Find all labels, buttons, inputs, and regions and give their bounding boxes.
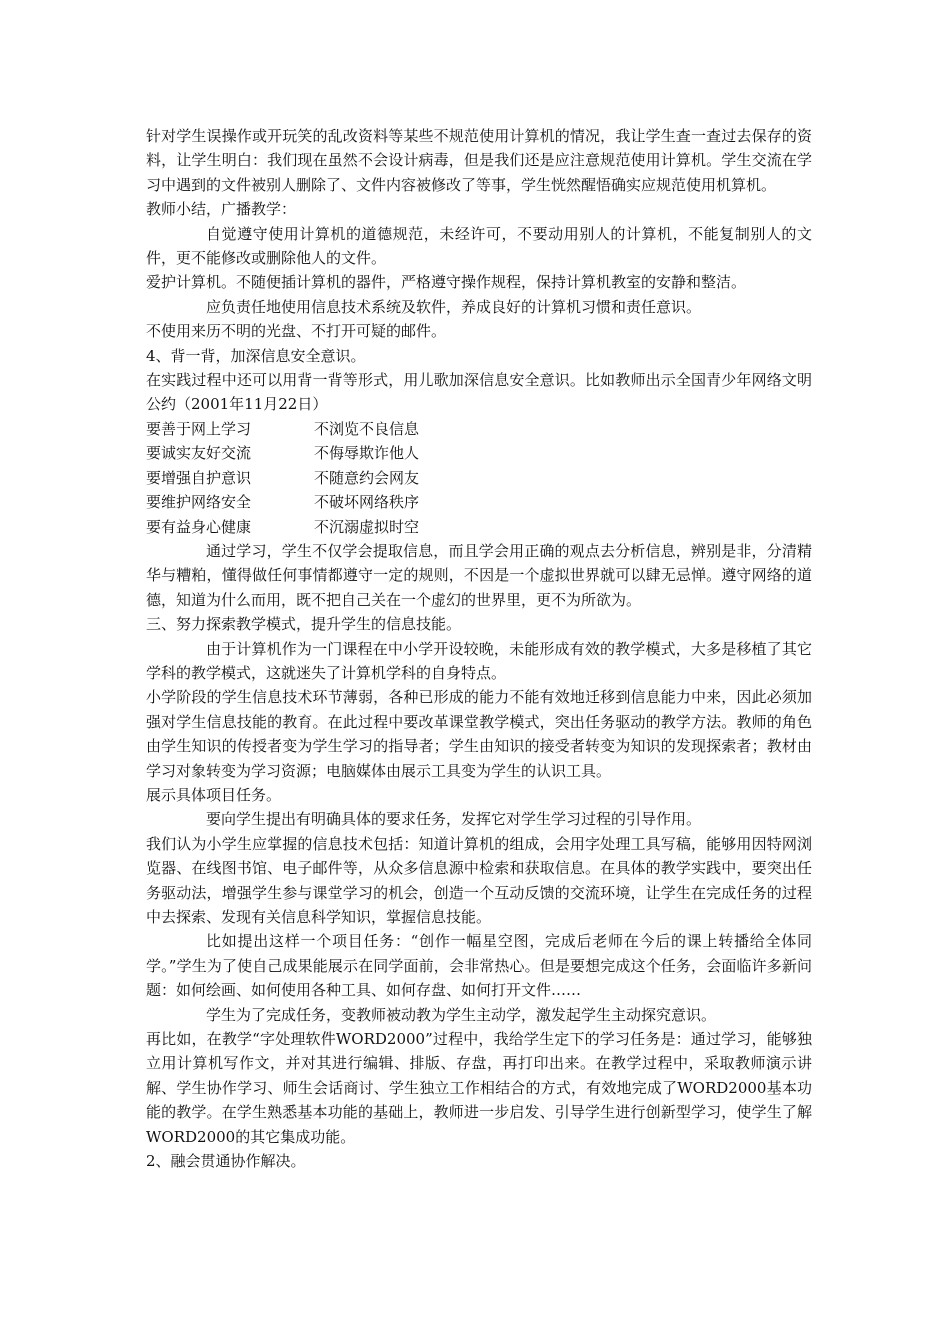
paragraph: 不使用来历不明的光盘、不打开可疑的邮件。 xyxy=(146,322,447,341)
paragraph: 比如提出这样一个项目任务：“创作一幅星空图，完成后老师在今后的课上转播给全体同学。”学生为了使自己成果能展示在同学面前，会非常热心。但是要想完成这个任务，会面临许多新问题：如何绘画、如何使用各种工具、如何存盘、如何打开文件…… xyxy=(146,932,812,1000)
paragraph: 爱护计算机。不随便插计算机的器件，严格遵守操作规程，保持计算机教室的安静和整洁。 xyxy=(146,273,747,292)
section-heading: 2、融会贯通协作解决。 xyxy=(146,1152,306,1171)
section-heading: 4、背一背，加深信息安全意识。 xyxy=(146,346,366,365)
convention-right: 不沉溺虚拟时空 xyxy=(314,517,420,536)
convention-row xyxy=(146,515,812,539)
convention-right: 不破坏网络秩序 xyxy=(314,493,420,512)
section-heading: 三、努力探索教学模式，提升学生的信息技能。 xyxy=(146,615,462,634)
convention-left: 要维护网络安全 xyxy=(146,493,252,512)
paragraph: 展示具体项目任务。 xyxy=(146,785,282,804)
convention-list xyxy=(146,417,812,539)
paragraph: 通过学习，学生不仅学会提取信息，而且学会用正确的观点去分析信息，辨别是非，分清精华与糟粕，懂得做任何事情都遵守一定的规则，不因是一个虚拟世界就可以肆无忌惮。遵守网络的道德，知道为什么而用，既不把自己关在一个虚幻的世界里，更不为所欲为。 xyxy=(146,541,812,609)
paragraph: 我们认为小学生应掌握的信息技术包括：知道计算机的组成，会用字处理工具写稿，能够用因特网浏览器、在线图书馆、电子邮件等，从众多信息源中检索和获取信息。在具体的教学实践中，要突出任务驱动法，增强学生参与课堂学习的机会，创造一个互动反馈的交流环境，让学生在完成任务的过程中去探索、发现有关信息科学知识，掌握信息技能。 xyxy=(146,834,812,926)
paragraph: 再比如，在教学“字处理软件WORD2000”过程中，我给学生定下的学习任务是：通过学习，能够独立用计算机写作文，并对其进行编辑、排版、存盘，再打印出来。在教学过程中，采取教师演示讲解、学生协作学习、师生会话商讨、学生独立工作相结合的方式，有效地完成了WORD2000基本功能的教学。在学生熟悉基本功能的基础上，教师进一步启发、引导学生进行创新型学习，使学生了解WORD2000的其它集成功能。 xyxy=(146,1030,812,1146)
convention-right: 不随意约会网友 xyxy=(314,468,420,487)
document-body xyxy=(146,124,812,1173)
convention-left: 要增强自护意识 xyxy=(146,468,252,487)
paragraph: 要向学生提出有明确具体的要求任务，发挥它对学生学习过程的引导作用。 xyxy=(206,810,702,829)
convention-row xyxy=(146,417,812,441)
convention-left: 要有益身心健康 xyxy=(146,517,252,536)
paragraph: 在实践过程中还可以用背一背等形式，用儿歌加深信息安全意识。比如教师出示全国青少年网络文明公约（2001年11月22日） xyxy=(146,371,812,414)
paragraph: 小学阶段的学生信息技术环节薄弱，各种已形成的能力不能有效地迁移到信息能力中来，因此必须加强对学生信息技能的教育。在此过程中要改革课堂教学模式，突出任务驱动的教学方法。教师的角色由学生知识的传授者变为学生学习的指导者；学生由知识的接受者转变为知识的发现探索者；教材由学习对象转变为学习资源；电脑媒体由展示工具变为学生的认识工具。 xyxy=(146,688,812,780)
paragraph: 由于计算机作为一门课程在中小学开设较晚，未能形成有效的教学模式，大多是移植了其它学科的教学模式，这就迷失了计算机学科的自身特点。 xyxy=(146,639,812,682)
convention-row xyxy=(146,490,812,514)
paragraph: 自觉遵守使用计算机的道德规范，未经许可，不要动用别人的计算机，不能复制别人的文件，更不能修改或删除他人的文件。 xyxy=(146,224,812,268)
convention-right: 不侮辱欺诈他人 xyxy=(314,444,420,463)
paragraph: 教师小结，广播教学： xyxy=(146,200,297,219)
paragraph: 针对学生误操作或开玩笑的乱改资料等某些不规范使用计算机的情况，我让学生查一查过去保存的资料，让学生明白：我们现在虽然不会设计病毒，但是我们还是应注意规范使用计算机。学生交流在学习中遇到的文件被别人删除了、文件内容被修改了等事，学生恍然醒悟确实应规范使用机算机。 xyxy=(146,127,812,194)
convention-left: 要诚实友好交流 xyxy=(146,444,252,463)
convention-right: 不浏览不良信息 xyxy=(314,419,420,438)
convention-row xyxy=(146,466,812,490)
paragraph: 学生为了完成任务，变教师被动教为学生主动学，激发起学生主动探究意识。 xyxy=(206,1005,717,1024)
convention-row xyxy=(146,441,812,465)
convention-left: 要善于网上学习 xyxy=(146,419,252,438)
paragraph: 应负责任地使用信息技术系统及软件，养成良好的计算机习惯和责任意识。 xyxy=(206,297,702,316)
